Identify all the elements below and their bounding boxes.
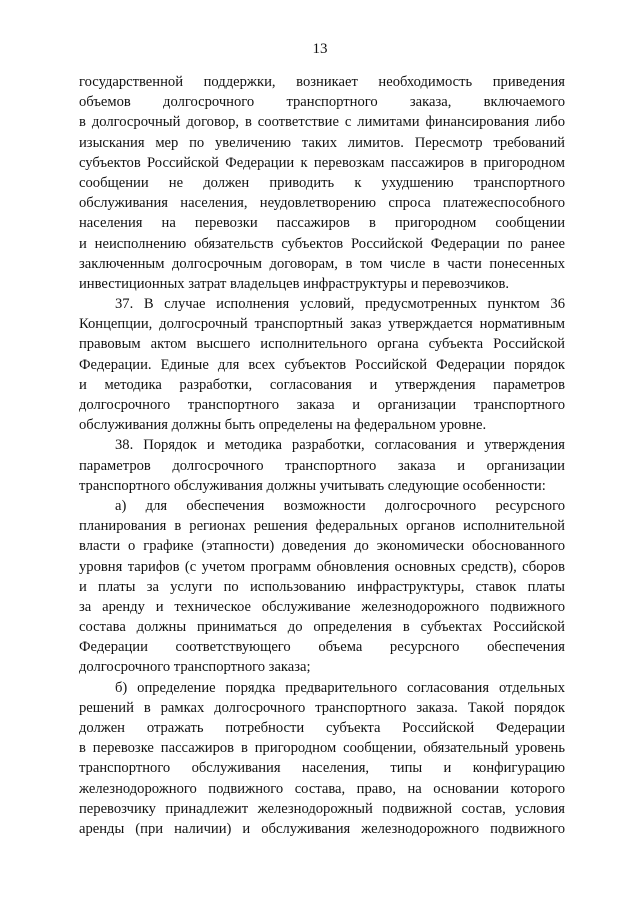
text-line: 37. В случае исполнения условий, предусмотренных пунктом 36: [115, 296, 565, 313]
text-line: долгосрочного транспортного заказа;: [79, 659, 311, 676]
text-line: перевозчику принадлежит железнодорожный подвижной состав, условия: [79, 800, 565, 817]
text-line: субъектов Российской Федерации к перевозкам пассажиров в пригородном: [79, 154, 565, 171]
text-line: и неисполнению обязательств субъектов Российской Федерации по ранее: [79, 235, 565, 252]
text-line: правовым актом высшего исполнительного органа субъекта Российской: [79, 336, 565, 353]
text-line: за аренду и техническое обслуживание железнодорожного подвижного: [79, 598, 565, 615]
text-line: а) для обеспечения возможности долгосрочного ресурсного: [115, 497, 565, 514]
text-line: в долгосрочный договор, в соответствие с лимитами финансирования либо: [79, 114, 565, 131]
text-line: населения на перевозки пассажиров в пригородном сообщении: [79, 215, 565, 232]
page-number: 13: [312, 41, 328, 57]
text-line: планирования в регионах решения федеральных органов исполнительной: [79, 518, 565, 535]
text-line: аренды (при наличии) и обслуживания железнодорожного подвижного: [79, 820, 565, 837]
text-line: параметров долгосрочного транспортного заказа и организации: [79, 457, 565, 474]
text-line: заключенным долгосрочным договорам, в том числе в части понесенных: [79, 255, 565, 272]
text-line: состава должны приниматься до определения в субъектах Российской: [79, 619, 565, 636]
text-line: Федерации. Единые для всех субъектов Российской Федерации порядок: [79, 356, 565, 373]
text-line: решений в рамках долгосрочного транспортного заказа. Такой порядок: [79, 699, 565, 716]
text-line: и методика разработки, согласования и утверждения параметров: [79, 376, 565, 393]
text-line: 38. Порядок и методика разработки, согласования и утверждения: [115, 437, 565, 454]
text-line: железнодорожного подвижного состава, право, на основании которого: [79, 780, 565, 797]
text-line: транспортного обслуживания должны учитывать следующие особенности:: [79, 477, 546, 494]
text-line: обслуживания населения, неудовлетворению спроса платежеспособного: [79, 195, 565, 212]
text-line: сообщении не должен приводить к ухудшению транспортного: [79, 174, 565, 191]
text-line: долгосрочного транспортного заказа и организации транспортного: [79, 397, 565, 413]
text-line: государственной поддержки, возникает необходимость приведения: [79, 74, 565, 90]
document-body: [79, 72, 565, 839]
text-line: инвестиционных затрат владельцев инфраструктуры и перевозчиков.: [79, 275, 510, 292]
text-line: уровня тарифов (с учетом программ обновления основных средств), сборов: [79, 558, 565, 575]
text-line: власти о графике (этапности) доведения до экономически обоснованного: [79, 538, 565, 555]
text-line: обслуживания должны быть определены на федеральном уровне.: [79, 417, 487, 434]
text-line: транспортного обслуживания населения, типы и конфигурацию: [79, 760, 565, 777]
text-line: б) определение порядка предварительного согласования отдельных: [115, 679, 565, 696]
text-line: Концепции, долгосрочный транспортный заказ утверждается нормативным: [79, 316, 565, 333]
text-line: должен отражать потребности субъекта Российской Федерации: [79, 720, 565, 736]
text-line: Федерации соответствующего объема ресурсного обеспечения: [79, 639, 565, 656]
text-line: изыскания мер по увеличению таких лимитов. Пересмотр требований: [79, 134, 565, 151]
text-line: и платы за услуги по использованию инфраструктуры, ставок платы: [79, 578, 565, 595]
text-line: объемов долгосрочного транспортного заказа, включаемого: [79, 94, 565, 111]
text-line: в перевозке пассажиров в пригородном сообщении, обязательный уровень: [79, 740, 565, 757]
